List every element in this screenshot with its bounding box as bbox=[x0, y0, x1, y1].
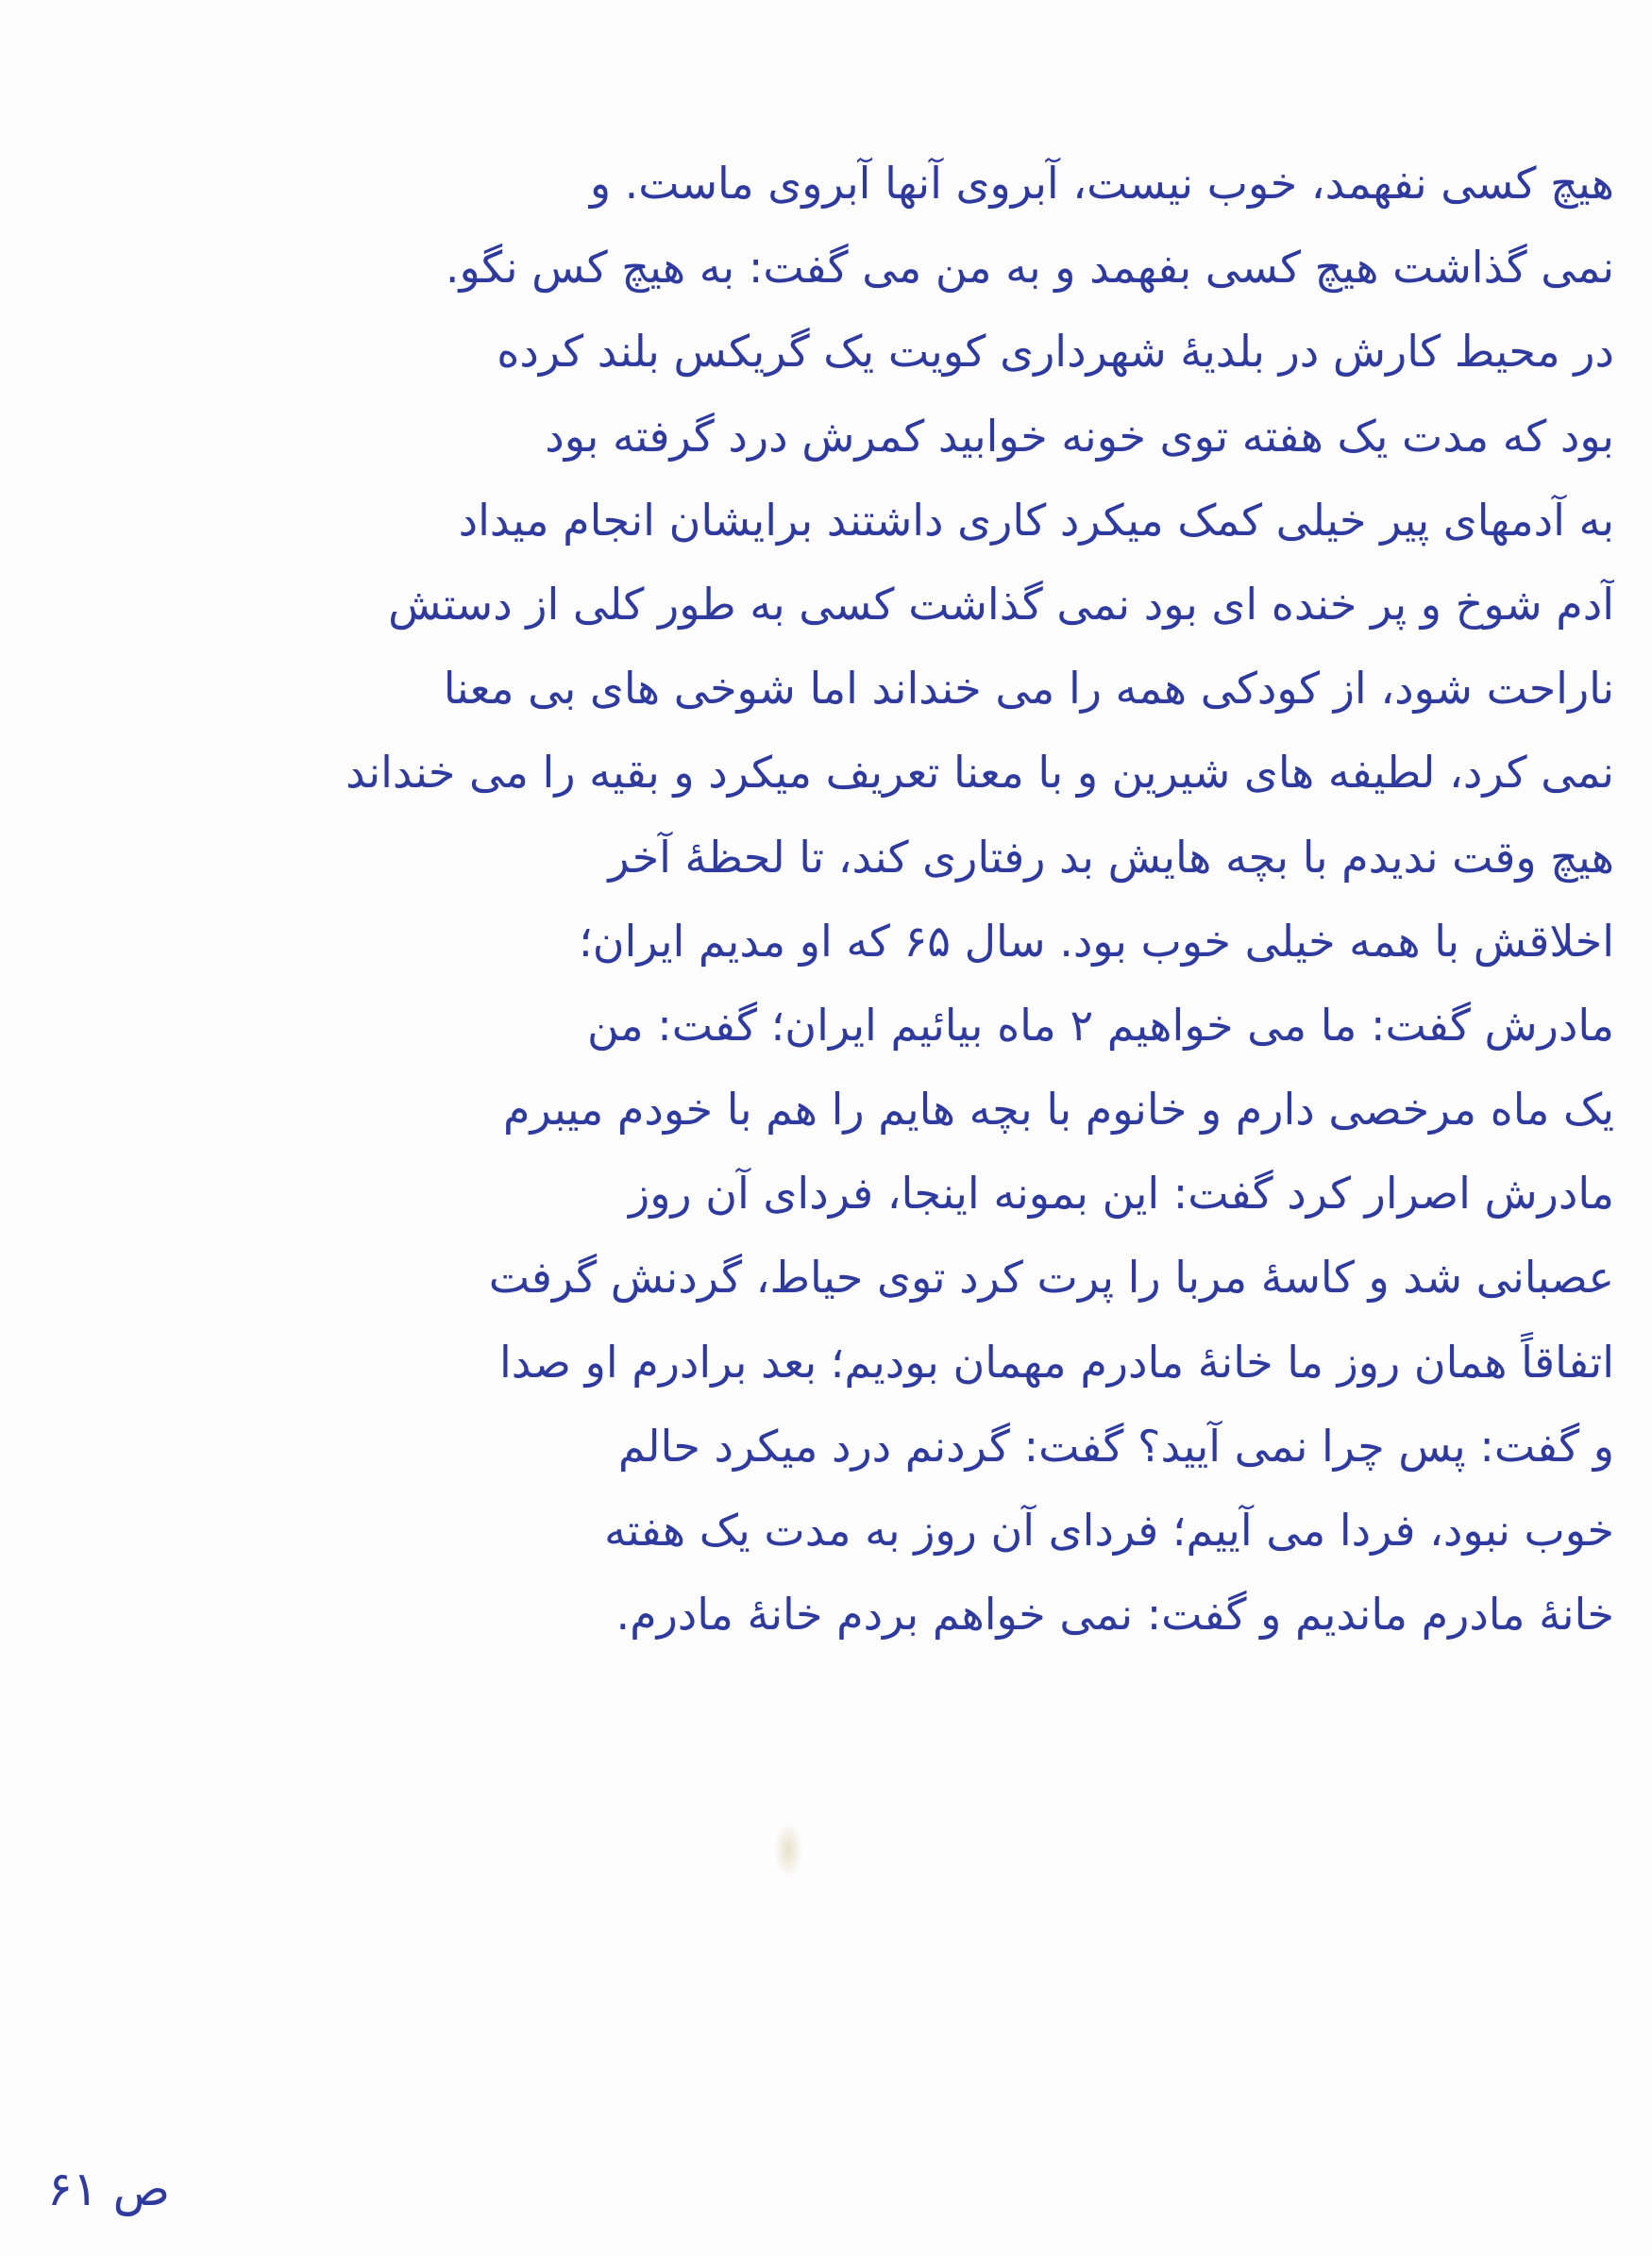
text-line: یک ماه مرخصی دارم و خانوم با بچه هایم را هم با خودم میبرم bbox=[503, 1084, 1614, 1136]
text-line: هیچ وقت ندیدم با بچه هایش بد رفتاری کند، تا لحظهٔ آخر bbox=[608, 831, 1614, 883]
text-line: اخلاقش با همه خیلی خوب بود. سال ۶۵ که او مدیم ایران؛ bbox=[579, 915, 1614, 967]
handwritten-text-body bbox=[0, 142, 1652, 1657]
text-line: خوب نبود، فردا می آییم؛ فردای آن روز به مدت یک هفته bbox=[604, 1505, 1614, 1556]
text-line: در محیط کارش در بلدیهٔ شهرداری کویت یک گریکس بلند کرده bbox=[497, 326, 1614, 378]
text-line: عصبانی شد و کاسهٔ مربا را پرت کرد توی حیاط، گردنش گرفت bbox=[488, 1252, 1614, 1304]
paper-stain bbox=[774, 1822, 802, 1878]
text-line: مادرش گفت: ما می خواهیم ۲ ماه بیائیم ایران؛ گفت: من bbox=[586, 999, 1614, 1051]
text-line: بود که مدت یک هفته توی خونه خوابید کمرش درد گرفته بود bbox=[545, 410, 1614, 462]
text-line: ناراحت شود، از کودکی همه را می خنداند اما شوخی های بی معنا bbox=[443, 663, 1614, 715]
text-line: مادرش اصرار کرد گفت: این بمونه اینجا، فردای آن روز bbox=[628, 1168, 1614, 1220]
text-line: اتفاقاً همان روز ما خانهٔ مادرم مهمان بودیم؛ بعد برادرم او صدا bbox=[499, 1336, 1614, 1388]
text-line: هیچ کسی نفهمد، خوب نیست، آبروی آنها آبروی ماست. و bbox=[589, 158, 1614, 209]
text-line: به آدمهای پیر خیلی کمک میکرد کاری داشتند برایشان انجام میداد bbox=[458, 494, 1614, 546]
page-number: ص ۶۱ bbox=[47, 2162, 171, 2216]
text-line: نمی گذاشت هیچ کسی بفهمد و به من می گفت: به هیچ کس نگو. bbox=[445, 242, 1614, 294]
text-line: خانهٔ مادرم ماندیم و گفت: نمی خواهم بردم خانهٔ مادرم. bbox=[615, 1589, 1614, 1641]
text-line: نمی کرد، لطیفه های شیرین و با معنا تعریف میکرد و بقیه را می خنداند bbox=[346, 747, 1614, 799]
text-line: و گفت: پس چرا نمی آیید؟ گفت: گردنم درد میکرد حالم bbox=[617, 1420, 1614, 1472]
text-line: آدم شوخ و پر خنده ای بود نمی گذاشت کسی به طور کلی از دستش bbox=[388, 578, 1614, 630]
